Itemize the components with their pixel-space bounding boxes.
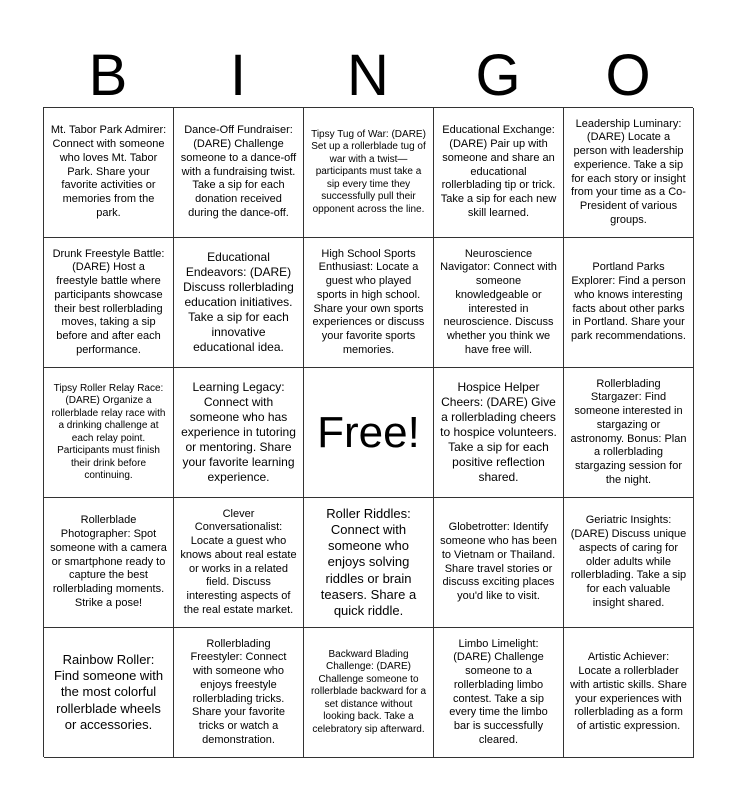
title-letter-o: O bbox=[605, 43, 651, 108]
cell-text: Limbo Limelight: (DARE) Challenge someone to a rollerblading limbo contest. Take a sip every time the limbo bar is successfully cleared. bbox=[449, 637, 548, 746]
bingo-cell bbox=[174, 238, 304, 368]
bingo-cell bbox=[304, 108, 434, 238]
bingo-cell bbox=[174, 628, 304, 758]
cell-text: Globetrotter: Identify someone who has been to Vietnam or Thailand. Share travel stories or discuss exciting places you'd like to visit. bbox=[440, 521, 557, 602]
bingo-cell bbox=[434, 498, 564, 628]
bingo-cell bbox=[44, 498, 174, 628]
bingo-cell bbox=[434, 238, 564, 368]
cell-text: Tipsy Tug of War: (DARE) Set up a rollerblade tug of war with a twist—participants must take a sip every time they successfully pull their opponent across the line. bbox=[311, 128, 426, 215]
cell-text: Geriatric Insights: (DARE) Discuss unique aspects of caring for older adults while rollerblading. Take a sip for each valuable insight shared. bbox=[570, 514, 687, 609]
cell-text: Rollerblading Freestyler: Connect with someone who enjoys freestyle rollerblading tricks. Share your favorite tricks or watch a demonstration. bbox=[190, 637, 287, 746]
title-letter-g: G bbox=[475, 43, 521, 108]
cell-text: Leadership Luminary: (DARE) Locate a person with leadership experience. Take a sip for each story or insight from your time as a Co-President of various groups. bbox=[571, 117, 686, 226]
bingo-cell bbox=[434, 108, 564, 238]
bingo-title bbox=[43, 45, 693, 107]
cell-text: Learning Legacy: Connect with someone who has experience in tutoring or mentoring. Share your favorite learning experience. bbox=[181, 380, 296, 484]
cell-text: Mt. Tabor Park Admirer: Connect with someone who loves Mt. Tabor Park. Share your favorite activities or memories from the park. bbox=[50, 124, 167, 219]
bingo-cell bbox=[174, 368, 304, 498]
bingo-cell bbox=[564, 498, 694, 628]
cell-text: Rainbow Roller: Find someone with the most colorful rollerblade wheels or accessories. bbox=[53, 651, 164, 732]
bingo-cell bbox=[304, 238, 434, 368]
bingo-cell bbox=[564, 628, 694, 758]
bingo-grid bbox=[43, 107, 693, 757]
cell-text: Rollerblade Photographer: Spot someone with a camera or smartphone ready to capture the best rollerblading moments. Strike a pose! bbox=[50, 514, 167, 609]
bingo-cell bbox=[434, 368, 564, 498]
bingo-cell bbox=[44, 368, 174, 498]
cell-text: Tipsy Roller Relay Race: (DARE) Organize a rollerblade relay race with a drinking challenge at each relay point. Participants must finish their drink before continuing. bbox=[51, 382, 166, 481]
cell-text: Educational Exchange: (DARE) Pair up with someone and share an educational rollerblading tip or trick. Take a sip for each new skill learned. bbox=[440, 124, 557, 219]
bingo-cell bbox=[564, 368, 694, 498]
title-letter-n: N bbox=[347, 43, 389, 108]
bingo-cell bbox=[304, 628, 434, 758]
cell-text: Clever Conversationalist: Locate a guest who knows about real estate or works in a related field. Discuss interesting aspects of the real estate market. bbox=[180, 507, 297, 616]
cell-text: Portland Parks Explorer: Find a person who knows interesting facts about other parks in Portland. Share your park recommendations. bbox=[571, 261, 686, 342]
cell-text: Neuroscience Navigator: Connect with someone knowledgeable or interested in neuroscience. Discuss whether you think we have free will. bbox=[440, 247, 557, 356]
cell-text: Educational Endeavors: (DARE) Discuss rollerblading education initiatives. Take a sip for each innovative educational idea. bbox=[183, 250, 294, 354]
title-letter-b: B bbox=[88, 43, 128, 108]
bingo-cell bbox=[564, 238, 694, 368]
cell-text: Rollerblading Stargazer: Find someone interested in stargazing or astronomy. Bonus: Plan a rollerblading stargazing session for the night. bbox=[570, 377, 687, 486]
bingo-cell bbox=[174, 498, 304, 628]
cell-text: Backward Blading Challenge: (DARE) Challenge someone to rollerblade backward for a set distance without looking back. Take a celebratory sip afterward. bbox=[310, 648, 427, 735]
bingo-cell bbox=[44, 108, 174, 238]
cell-text: Drunk Freestyle Battle: (DARE) Host a freestyle battle where participants showcase their best rollerblading moves, taking a sip before and after each performance. bbox=[52, 247, 165, 356]
bingo-cell bbox=[434, 628, 564, 758]
cell-text: Artistic Achiever: Locate a rollerblader with artistic skills. Share your experiences with rollerblading as a form of artistic expression. bbox=[570, 651, 687, 732]
bingo-cell bbox=[564, 108, 694, 238]
cell-text: High School Sports Enthusiast: Locate a guest who played sports in high school. Share your own sports experiences or discuss your favorite sports memories. bbox=[312, 247, 425, 356]
bingo-cell bbox=[44, 628, 174, 758]
cell-text: Hospice Helper Cheers: (DARE) Give a rollerblading cheers to hospice volunteers. Take a sip for each positive reflection shared. bbox=[440, 380, 557, 484]
cell-text: Roller Riddles: Connect with someone who enjoys solving riddles or brain teasers. Share a quick riddle. bbox=[320, 505, 417, 619]
cell-text: Dance-Off Fundraiser: (DARE) Challenge someone to a dance-off with a fundraising twist. Take a sip for each donation received during the dance-off. bbox=[180, 124, 297, 219]
bingo-cell bbox=[44, 238, 174, 368]
bingo-cell bbox=[174, 108, 304, 238]
title-letter-i: I bbox=[229, 43, 247, 108]
bingo-cell bbox=[304, 498, 434, 628]
free-space bbox=[304, 368, 434, 498]
free-space-label: Free! bbox=[317, 408, 420, 457]
